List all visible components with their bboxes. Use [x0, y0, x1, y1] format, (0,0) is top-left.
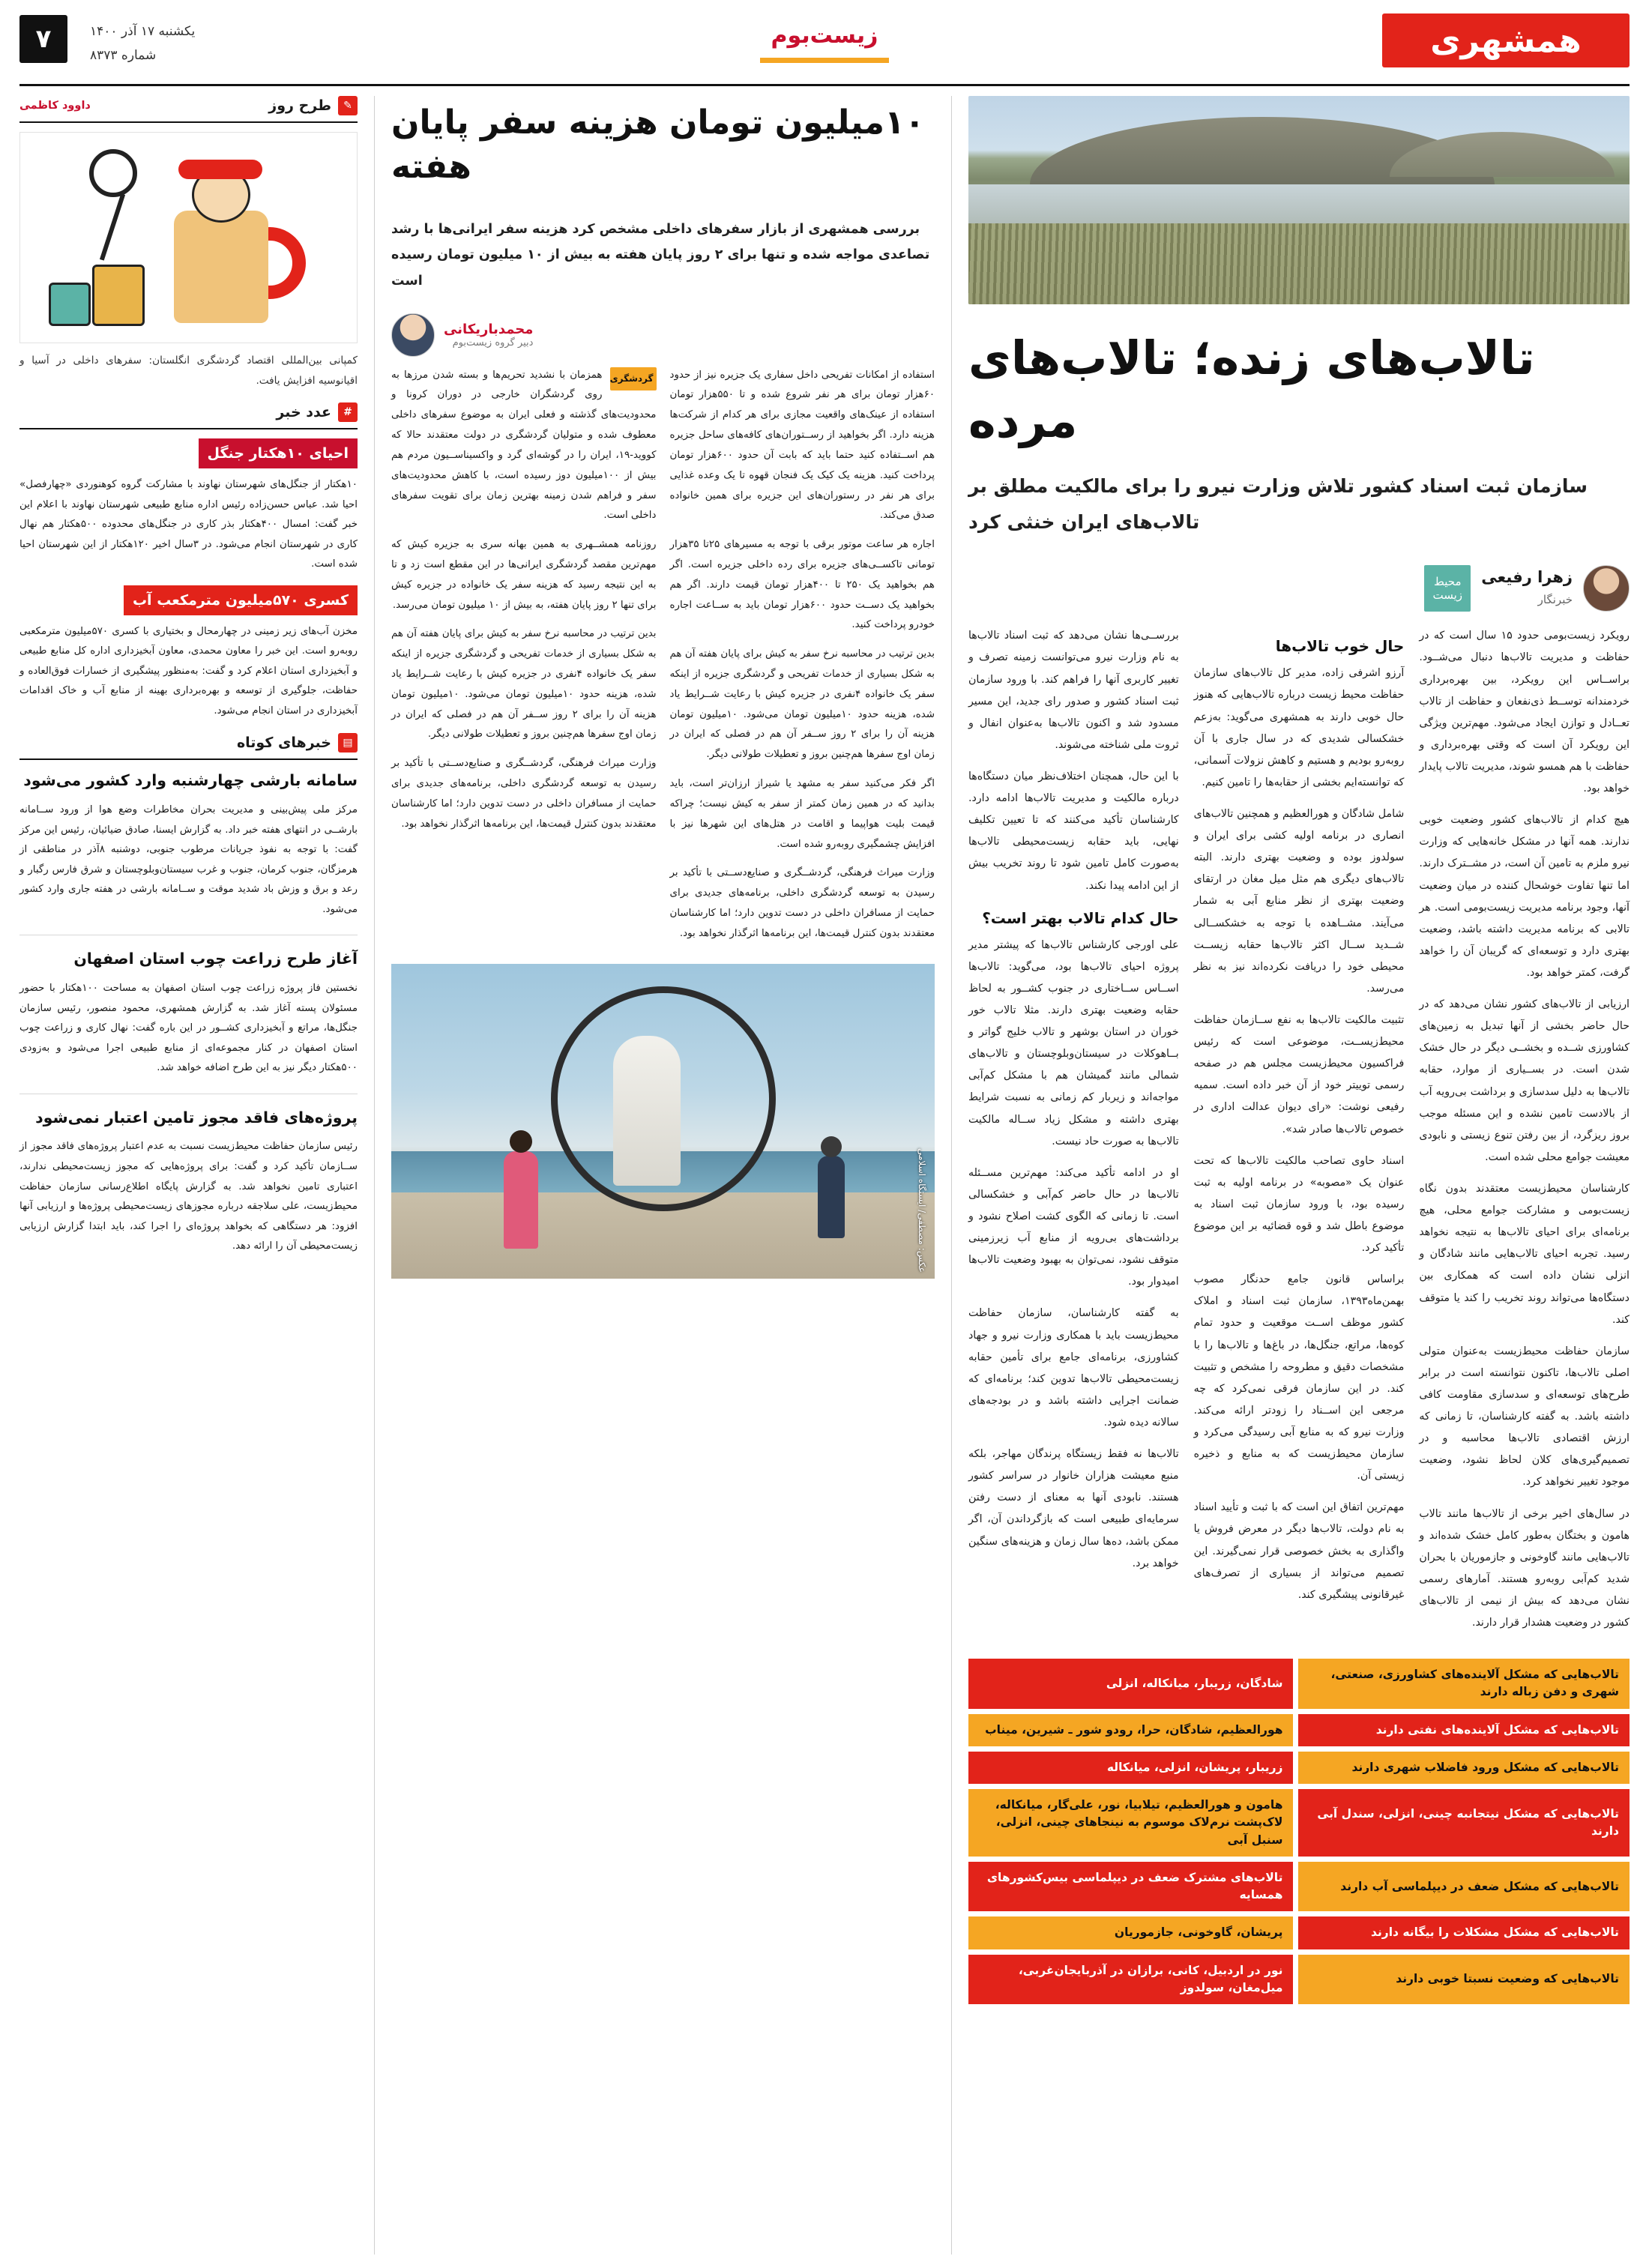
- number-item-title: احیای ۱۰هکتار جنگل: [199, 438, 358, 468]
- paragraph: اگر فکر می‌کنید سفر به مشهد یا شیراز ارزان‌تر است، باید بدانید که در همین زمان کمتر از سفر به کیش نیست؛ چراکه قیمت بلیت هواپیما و اقامت در هتل‌های این شهرها نیز با افزایش چشمگیری روبه‌رو شده است.: [669, 778, 935, 850]
- section-title: زیست‌بوم: [771, 22, 878, 49]
- paragraph: روزنامه همشــهری به همین بهانه سری به جزیره کیش که مهم‌ترین مقصد گردشگری ایرانی‌ها در این مقطع است زد و تا به این نتیجه رسید که هزینه سفر یک خانواده در جزیره کیش برای تنها ۲ روز پایان هفته، به بیش از ۱۰ میلیون تومان می‌رسد.: [391, 539, 657, 611]
- numbers-header: [19, 402, 358, 429]
- table-cell-wetlands: شادگان، زریبار، میانکاله، انزلی: [968, 1659, 1293, 1709]
- sidebar-column: [19, 96, 374, 2255]
- short-news-header-left: [237, 733, 358, 753]
- cartoon-header-left: [268, 96, 358, 115]
- travel-author-info: [444, 322, 533, 349]
- paragraph: همزمان با نشدید تحریم‌ها و بسته شدن مرزها به روی گردشگران خارجی در دوران کرونا و محدودیت‌های گذشته و فعلی ایران به موضوع سفرهای داخلی معطوف شده و متولیان گردشگری در دولت معتقدند حالا که کووید-۱۹، ایران را در گوشه‌ای گرد و واکسیناســیون مردم هم بیش از ۱۰۰میلیون دوز رسیده است، با کاهش محدودیت‌های سفر و فراهم شدن زمینه بهترین زمان برای تقویت سفرهای داخلی است.: [391, 369, 657, 522]
- short-news-header: [19, 733, 358, 760]
- number-item-title: کسری ۵۷۰میلیون مترمکعب آب: [124, 585, 358, 615]
- feature-subheading-1: حال خوب تالاب‌ها: [1275, 637, 1405, 656]
- news-item-text: نخستین فاز پروژه زراعت چوب استان اصفهان به مساحت ۱۰۰هکتار با حضور مسئولان پسته آغاز شد. به گزارش همشهری، محمود منصور، رئیس سازمان جنگل‌ها، مراتع و آبخیزداری کشــور در این باره گفت: نهال کاری و زراعت چوب استان اصفهان در کنار مجموعه‌ای از منابع طبیعی اجرا می‌شود و به‌زودی ۵۰۰هکتار دیگر نیز به این طرح اضافه خواهد شد.: [19, 983, 358, 1074]
- news-item-text: رئیس سازمان حفاظت محیط‌زیست نسبت به عدم اعتبار پروژه‌های فاقد مجوز از ســازمان تأکید کرد و گفت: برای پروژه‌هایی که مجوز زیست‌محیطی ندارند، اعتباری تامین نخواهد شد. به گزارش پایگاه اطلاع‌رسانی سازمان حفاظت محیط‌زیست، علی سلاجقه درباره مجوزهای زیست‌محیطی پروژه‌ها و ارزیابی آنها افزود: هر دستگاهی که بخواهد پروژه‌ای را اجرا کند، باید ابتدا گزارش ارزیابی زیست‌محیطی آن را ارائه دهد.: [19, 1141, 358, 1252]
- paragraph: براساس قانون جامع حدنگار مصوب بهمن‌ماه۱۳۹۳، سازمان ثبت اسناد و املاک کشور موظف اســت موقعیت و حدود تمام کوه‌ها، مراتع، جنگل‌ها، در باغ‌ها و تالاب‌ها را با مشخصات دقیق و مطروحه را مشخص و تثبیت کند. در این سازمان فرقی نمی‌کرد که چه مرجعی این اســناد را زودتر ارائه می‌کند. وزارت نیرو که به منابع آبی رسیدگی می‌کرد و سازمان محیط‌زیست که به منابع و ذخیره زیستی آن.: [1193, 1273, 1405, 1483]
- numbers-header-left: [276, 402, 358, 422]
- travel-body: [391, 366, 935, 953]
- number-item: [19, 585, 358, 722]
- wetland-problem-table: [968, 1659, 1630, 2004]
- paragraph: تالاب‌ها نه فقط زیستگاه پرندگان مهاجر، بلکه منبع معیشت هزاران خانوار در سراسر کشور هستند. نابودی آنها به معنای از دست رفتن سرمایه‌ای طبیعی است که بازگرداندن آن، اگر ممکن باشد، ده‌ها سال زمان و هزینه‌های سنگین خواهد برد.: [968, 1448, 1179, 1569]
- issue-date: [90, 19, 195, 68]
- paragraph: اجاره هر ساعت موتور برقی با توجه به مسیرهای ۲۵تا ۳۵هزار تومانی تاکســی‌های جزیره برای رده داخلی جزیره است. اگر هم بخواهید یک ۲۵۰ تا ۴۰۰هزار تومان قیمت دارند. اگر هم بخواهید یک دســت حدود ۶۰۰هزار تومان باید به ســاعت اجاره خودرو پرداخت کنید.: [669, 539, 935, 631]
- cartoon-image: [19, 132, 358, 343]
- paragraph: علی اورجی کارشناس تالاب‌ها که پیشتر مدیر پروژه احیای تالاب‌ها بود، می‌گوید: تالاب‌ها اســاس ســاختاری در جنوب کشــور به لحاظ حقابه وضعیت بهتری دارند. مثلا تالاب خور خوران در استان بوشهر و تالاب خلیج گواتر و بــاهوکلات در سیستان‌وبلوچستان و تالاب‌های شمالی مانند گمیشان هم با مشکل کم‌آبی مواجه‌اند و زیربار کم زمانی به نسبت شرایط بهتری داشته و مشکل زیاد ســاله مالکیت تالاب‌ها به صورت حاد نیست.: [968, 938, 1179, 1147]
- cartoon-net-icon: [89, 149, 137, 197]
- paragraph: سازمان حفاظت محیط‌زیست به‌عنوان متولی اصلی تالاب‌ها، تاکنون نتوانسته است در برابر طرح‌های توسعه‌ای و سدسازی مقاومت کافی داشته باشد. به گفته کارشناسان، تا زمانی که ارزش اقتصادی تالاب‌ها محاسبه و در تصمیم‌گیری‌های کلان لحاظ نشود، وضعیت موجود تغییر نخواهد کرد.: [1419, 1345, 1630, 1489]
- travel-headline: ۱۰میلیون تومان هزینه سفر پایان هفته: [391, 103, 925, 187]
- cartoon-suitcase-1: [92, 265, 145, 326]
- paragraph: کارشناسان محیط‌زیست معتقدند بدون نگاه زیست‌بومی و مشارکت جوامع محلی، هیچ برنامه‌ای برای احیای تالاب‌ها به نتیجه نخواهد رسید. تجربه احیای تالاب‌هایی مانند شادگان و انزلی نشان داده است که همکاری بین دستگاه‌ها می‌تواند روند تخریب را کند یا متوقف کند.: [1419, 1183, 1630, 1326]
- cartoon-box: [19, 96, 358, 390]
- numbers-box: [19, 402, 358, 721]
- page-number: ۷: [19, 15, 67, 63]
- table-row: [968, 1714, 1630, 1746]
- paragraph: ارزیابی از تالاب‌های کشور نشان می‌دهد که در حال حاضر بخشی از آنها تبدیل به زمین‌های کشاورزی شــده و بخشــی دیگر در حال خشک شدن است. در بســیاری از موارد، حقابه تالاب‌ها به دلیل سدسازی و برداشت بی‌رویه آب از بالادست تامین نشده و این مسئله موجب بروز ریزگرد، از بین رفتن تنوع زیستی و نابودی معیشت جوامع محلی شده است.: [1419, 998, 1630, 1163]
- paragraph: تثبیت مالکیت تالاب‌ها به نفع ســازمان حفاظت محیط‌زیســت، موضوعی است که رئیس فراکسیون محیط‌زیست مجلس هم در صفحه رسمی توییتر خود از آن خبر داده است. سمیه رفیعی نوشت: «رای دیوان عدالت اداری در خصوص تالاب‌ها صادر شد».: [1193, 1014, 1405, 1135]
- issue-date-line: یکشنبه ۱۷ آذر ۱۴۰۰: [90, 24, 196, 39]
- number-item-text: ۱۰هکتار از جنگل‌های شهرستان نهاوند با مشارکت گروه کوهنوردی «چهارفصل» احیا شد. عباس حسن‌زاده رئیس اداره منابع طبیعی شهرستان نهاوند با اعلام این خبر گفت: امسال ۴۰۰هکتار بذر کاری در جنگل‌های محدوده ۵۰۰هکتار هم نهال کاری در شهرستان انجام می‌شود. در ۳سال اخیر ۱۲۰هکتار از این شهرستان احیا شده است.: [19, 479, 358, 570]
- short-news-header-title: خبرهای کوتاه: [236, 735, 331, 752]
- author-role: خبرنگار: [1537, 592, 1573, 606]
- table-cell-problem: تالاب‌هایی که مشکل ورود فاضلاب شهری دارند: [1298, 1752, 1630, 1784]
- cartoon-tourist-hat: [178, 160, 262, 179]
- paragraph: با این حال، همچنان اختلاف‌نظر میان دستگاه‌ها درباره مالکیت و مدیریت تالاب‌ها ادامه دارد. کارشناسان تأکید می‌کنند که تا تعیین تکلیف نهایی، باید حقابه زیست‌محیطی تالاب‌ها به‌صورت کامل تامین شود تا روند تخریب بیش از این ادامه پیدا نکند.: [968, 770, 1179, 892]
- cartoon-tourist-body: [174, 211, 268, 323]
- news-item-title: آغاز طرح زراعت چوب استان اصفهان: [73, 950, 358, 968]
- table-cell-wetlands: زریبار، پریشان، انزلی، میانکاله: [968, 1752, 1293, 1784]
- travel-byline: [391, 313, 935, 357]
- author-info: [1481, 565, 1573, 609]
- cartoon-icon: ✎: [338, 96, 358, 115]
- news-item-text: مرکز ملی پیش‌بینی و مدیریت بحران مخاطرات وضع هوا از ورود ســامانه بارشــی در انتهای هفته خبر داد. به گزارش ایسنا، صادق ضیائیان، رئیس این مرکز گفت: با توجه به نفوذ جریانات مرطوب جنوبی، دوشنبه ۸آذر در مناطقی از هرمزگان، جنوب کرمان، جنوب و غرب سیستان‌وبلوچستان و شرق فارس رگبار و رعد و برق و وزش باد شدید موقت و ســامانه بارشی در هفته جاری وارد کشور می‌شود.: [19, 804, 358, 915]
- news-icon: ▤: [338, 733, 358, 753]
- number-item-text: مخزن آب‌های زیر زمینی در چهارمحال و بختیاری با کسری ۵۷۰میلیون مترمکعبی روبه‌رو است. این خبر را معاون محمدی، معاون آبخیزداری اداره کل منابع طبیعی و آبخیزداری استان اعلام کرد و گفت: به‌منظور پیشگیری از خسارات فوق‌العاده و حفاظت، جلوگیری از توسعه و بهره‌برداری بهینه از منابع آب و خاک اقدامات آبخیزداری در استان انجام می‌شود.: [19, 625, 358, 717]
- masthead: [0, 0, 1649, 88]
- author-avatar: [1583, 565, 1630, 612]
- number-item: [19, 438, 358, 575]
- news-item-title: پروژه‌های فاقد مجوز تامین اعتبار نمی‌شود: [35, 1108, 358, 1127]
- cartoon-header: [19, 96, 358, 123]
- table-row: [968, 1955, 1630, 2005]
- travel-subhead: بررسی همشهری از بازار سفرهای داخلی مشخص کرد هزینه سفر ایرانی‌ها با رشد تصاعدی مواجه شده و تنها برای ۲ روز پایان هفته به بیش از ۱۰ میلیون تومان رسیده است: [391, 222, 930, 289]
- section-badge-line1: محیط: [1434, 574, 1462, 588]
- travel-column: [374, 96, 951, 2255]
- news-item[interactable]: [19, 769, 358, 920]
- paragraph: شامل شادگان و هورالعظیم و همچنین تالاب‌های انصاری در برنامه اولیه کشی برای ایران و سولدوز بوده و وضعیت بهتری دارند. البته تالاب‌های دیگری هم مثل میل مغان در ارتقای وضعیت بهتری از نظر منابع آبی به شمار می‌آیند. مشــاهده با توجه به خشکســالی شــدید ســال اکثر تالاب‌ها حقابه زیســت محیطی خود را دریافت نکرده‌اند نیز به نظر می‌رسد.: [1193, 808, 1405, 995]
- feature-photo: [968, 96, 1630, 304]
- cartoon-author: داوود کاظمی: [19, 100, 91, 112]
- paragraph: او در ادامه تأکید می‌کند: مهم‌ترین مســئله تالاب‌ها در حال حاضر کم‌آبی و خشکسالی است. تا زمانی که الگوی کشت اصلاح نشود و برداشت‌های بی‌رویه از منابع آب زیرزمینی متوقف نشود، نمی‌توان به بهبود وضعیت تالاب‌ها امیدوار بود.: [968, 1166, 1179, 1288]
- table-cell-problem: تالاب‌هایی که مشکل ضعف در دیپلماسی آب دارند: [1298, 1862, 1630, 1912]
- table-cell-problem: تالاب‌هایی که مشکل آلاینده‌های کشاورزی، صنعتی، شهری و دفن زباله دارند: [1298, 1659, 1630, 1709]
- news-item-title: سامانه بارشی چهارشنبه وارد کشور می‌شود: [23, 771, 358, 790]
- paragraph: در سال‌های اخیر برخی از تالاب‌ها مانند تالاب هامون و بختگان به‌طور کامل خشک شده‌اند و تالاب‌هایی مانند گاوخونی و جازموریان با بحران شدید کم‌آبی روبه‌رو هستند. آمارهای رسمی نشان می‌دهد که بیش از نیمی از تالاب‌های کشور در وضعیت هشدار قرار دارند.: [1419, 1507, 1630, 1629]
- travel-body-col-2: [391, 366, 657, 953]
- table-cell-wetlands: هورالعظیم، شادگان، حرا، رودو شور ـ شیرین، میناب: [968, 1714, 1293, 1746]
- photo-water-shape: [968, 184, 1630, 229]
- feature-body-col-2: [1194, 625, 1405, 1644]
- photo-person-2: [504, 1151, 538, 1249]
- photo-statue: [613, 1036, 681, 1186]
- cartoon-header-title: طرح روز: [268, 97, 331, 114]
- issue-number: شماره ۸۳۷۳: [90, 48, 157, 64]
- paragraph: هیچ کدام از تالاب‌های کشور وضعیت خوبی ندارند. همه آنها در مشکل خانه‌هایی که وزارت نیرو ملزم به تامین آن است، در مشــترک دارند. اما تنها تفاوت خوشحال کننده در میان وضعیت آنها، وجود برنامه مدیریت زیست‌بومی است. هر تالابی که برنامه مدیریت داشته باشد، وضعیت بهتری دارد و توسعه‌ای که گریبان آن را خواهد گرفت، کمتر خواهد بود.: [1419, 814, 1630, 980]
- travel-photo: [391, 964, 935, 1279]
- feature-subheading-2: حال کدام تالاب بهتر است؟: [982, 908, 1179, 927]
- section-title-wrap: [0, 22, 1649, 63]
- paragraph: بدین ترتیب در محاسبه نرخ سفر به کیش برای پایان هفته آن هم به شکل بسیاری از خدمات تفریحی و گردشگری جزیره از اینکه سفر یک خانواده ۴نفری در جزیره کیش با رعایت شــرایط یاد شده، هزینه حدود ۱۰میلیون تومان می‌شود. ۱۰میلیون تومان هزینه آن را برای ۲ روز ســفر آن هم در فصلی که ایران در زمان اوج سفرها هم‌چنین بروز و تعطیلات طولانی دیگر.: [391, 628, 657, 741]
- table-cell-problem: تالاب‌هایی که وضعیت نسبتا خوبی دارند: [1298, 1955, 1630, 2005]
- cartoon-suitcase-2: [49, 283, 91, 326]
- news-item[interactable]: [19, 947, 358, 1078]
- table-cell-wetlands: پریشان، گاوخونی، جازموریان: [968, 1916, 1293, 1949]
- feature-headline: تالاب‌های زنده؛ تالاب‌های مرده: [968, 331, 1535, 448]
- table-cell-wetlands: تالاب‌های مشترک ضعف در دیپلماسی بیس‌کشورهای همسایه: [968, 1862, 1293, 1912]
- section-underline: [760, 58, 889, 63]
- publication-logo-text: همشهری: [1430, 21, 1582, 60]
- paragraph: وزارت میراث فرهنگی، گردشــگری و صنایع‌دســتی با تأکید بر رسیدن به توسعه گردشگری داخلی، برنامه‌های جدیدی برای حمایت از مسافران داخلی در دست تدوین دارد؛ اما کارشناسان معتقدند بدون کنترل قیمت‌ها، این برنامه‌ها اثرگذار نخواهد بود.: [391, 758, 657, 830]
- feature-body-col-3: [968, 625, 1179, 1644]
- cartoon-caption: کمپانی بین‌المللی اقتصاد گردشگری انگلستان: سفرهای داخلی در آسیا و اقیانوسیه افزایش یافت.: [19, 355, 358, 387]
- feature-body-col-1: [1419, 625, 1630, 1644]
- masthead-rule: [19, 84, 1630, 86]
- paragraph: وزارت میراث فرهنگی، گردشــگری و صنایع‌دســتی با تأکید بر رسیدن به توسعه گردشگری داخلی، برنامه‌های جدیدی برای حمایت از مسافران داخلی در دست تدوین دارد؛ اما کارشناسان معتقدند بدون کنترل قیمت‌ها، این برنامه‌ها اثرگذار نخواهد بود.: [669, 867, 935, 939]
- numbers-header-title: عدد خبر: [276, 404, 331, 420]
- travel-tag: گردشگری: [610, 367, 657, 391]
- feature-subhead: سازمان ثبت اسناد کشور تلاش وزارت نیرو را برای مالکیت مطلق بر تالاب‌های ایران خنثی کرد: [968, 475, 1588, 533]
- paragraph: آرزو اشرفی زاده، مدیر کل تالاب‌های سازمان حفاظت محیط زیست درباره تالاب‌هایی که هنوز حال خوبی دارند به همشهری می‌گوید: به‌زعم خشکسالی شدیدی که در سال جاری با آن روبه‌رو بودیم و هستیم و کاهش نزولات آسمانی، که توانسته‌ایم بخشی از حقابه‌ها را تامین کنیم.: [1193, 667, 1405, 788]
- author-name: زهرا رفیعی: [1481, 568, 1573, 587]
- section-badge-line2: زیست: [1432, 588, 1463, 603]
- table-cell-problem: تالاب‌هایی که مشکل نیتجانبه چینی، انزلی، سندل آبی دارند: [1298, 1789, 1630, 1857]
- table-cell-wetlands: نور در اردبیل، کانی، برازان در آذربایجان‌غربی، میل‌مغان، سولدوز: [968, 1955, 1293, 2005]
- feature-column: [951, 96, 1630, 2255]
- paragraph: بررســی‌ها نشان می‌دهد که ثبت اسناد تالاب‌ها به نام وزارت نیرو می‌توانست زمینه تصرف و تغییر کاربری آنها را فراهم کند. با ورود سازمان ثبت اسناد کشور و صدور رای جدید، این مسیر مسدود شد و اکنون تالاب‌ها به‌عنوان انفال و ثروت ملی شناخته می‌شوند.: [968, 630, 1179, 751]
- feature-body: [968, 625, 1630, 1644]
- short-news-box: [19, 733, 358, 1256]
- feature-byline: [968, 565, 1630, 612]
- travel-author-avatar: [391, 313, 435, 357]
- table-cell-problem: تالاب‌هایی که مشکل آلاینده‌های نفتی دارند: [1298, 1714, 1630, 1746]
- paragraph: مهم‌ترین اتفاق این است که با ثبت و تأیید اسناد به نام دولت، تالاب‌ها دیگر در معرض فروش یا واگذاری به بخش خصوصی قرار نمی‌گیرند. این تصمیم می‌تواند از بسیاری از تصرف‌های غیرقانونی پیشگیری کند.: [1193, 1501, 1405, 1601]
- paragraph: بدین ترتیب در محاسبه نرخ سفر به کیش برای پایان هفته آن هم به شکل بسیاری از خدمات تفریحی و گردشگری جزیره از اینکه سفر یک خانواده ۴نفری در جزیره کیش با رعایت شــرایط یاد شده، هزینه حدود ۱۰میلیون تومان می‌شود. ۱۰میلیون تومان هزینه آن را برای ۲ روز ســفر آن هم در فصلی که ایران در زمان اوج سفرها هم‌چنین بروز و تعطیلات طولانی دیگر.: [669, 648, 935, 761]
- number-icon: #: [338, 402, 358, 422]
- paragraph: استفاده از امکانات تفریحی داخل سفاری یک جزیره نیز از حدود ۶۰هزار تومان برای هر نفر شروع شده و تا ۵۵۰هزار تومان استفاده از عینک‌های واقعیت مجازی برای هر کدام از شرکت‌ها هزینه دارد. اگر بخواهید از رســتوران‌های کافه‌های ساحل جزیره هم اســتفاده کنید حتما باید که بابت آن حدود ۶۰۰هزار تومان پرداخت کنید. هزینه یک کیک یک فنجان قهوه تا یک وعده غذایی برای هر نفر در رستوران‌های این جزیره برای همین خانواده صدق می‌کند.: [669, 369, 935, 522]
- table-row: [968, 1789, 1630, 1857]
- paragraph: رویکرد زیست‌بومی حدود ۱۵ سال است که در حفاظت و مدیریت تالاب‌ها دنبال می‌شــود. براســاس این رویکرد، بین بهره‌برداری خردمندانه توســط ذی‌نفعان و حفاظت از تالاب تعــادل و توازن ایجاد می‌شود. مهم‌ترین ویژگی این رویکرد آن است که وقتی بهره‌برداری و حفاظت با هم همسو شوند، مدیریت تالاب پایدار خواهد بود.: [1419, 630, 1630, 795]
- table-row: [968, 1916, 1630, 1949]
- table-row: [968, 1862, 1630, 1912]
- table-row: [968, 1659, 1630, 1709]
- table-row: [968, 1752, 1630, 1784]
- table-cell-wetlands: هامون و هورالعظیم، تیلابیا، نور، علی‌گار، میانکاله، لاک‌پشت نرم‌لاک موسوم به نینجاهای چینی، انزلی، سنبل آبی: [968, 1789, 1293, 1857]
- paragraph: اسناد حاوی تصاحب مالکیت تالاب‌ها که تحت عنوان یک «مصوبه» در برنامه اولیه به ثبت رسیده بود، با ورود سازمان ثبت اسناد به موضوع باطل شد و قوه قضائیه بر این موضوع تأکید کرد.: [1193, 1154, 1405, 1255]
- news-item[interactable]: [19, 1106, 358, 1257]
- photo-credit: عکس: مصطفی/ ایستگاه اسلامی: [917, 1147, 927, 1273]
- photo-person-1: [818, 1156, 845, 1238]
- page-columns: [19, 96, 1630, 2255]
- travel-author-name: محمدباریکانی: [444, 321, 534, 337]
- table-cell-problem: تالاب‌هایی که مشکل مشکلات را بیگانه دارند: [1298, 1916, 1630, 1949]
- paragraph: به گفته کارشناسان، سازمان حفاظت محیط‌زیست باید با همکاری وزارت نیرو و جهاد کشاورزی، برنامه‌ای جامع برای تأمین حقابه زیست‌محیطی تالاب‌ها تدوین کند؛ برنامه‌ای که ضمانت اجرایی داشته باشد و در بودجه‌های سالانه دیده شود.: [968, 1307, 1179, 1429]
- travel-author-role: دبیر گروه زیست‌بوم: [452, 337, 534, 349]
- travel-body-col-1: [670, 366, 935, 953]
- photo-reeds-shape: [968, 223, 1630, 304]
- section-badge: [1424, 565, 1471, 612]
